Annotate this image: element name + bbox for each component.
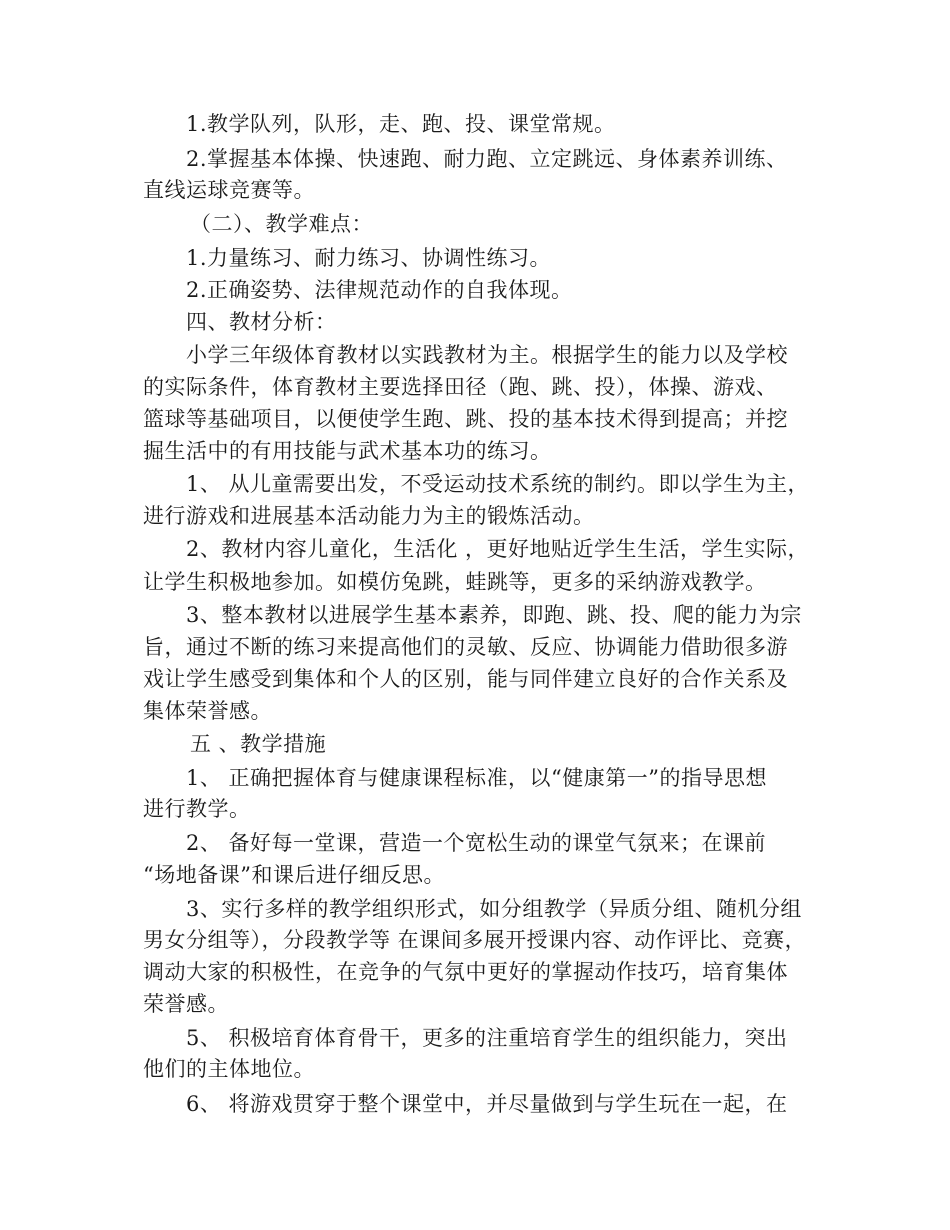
text-line: 掘生活中的有用技能与武术基本功的练习。 [143, 439, 552, 463]
section-heading: 四、教材分析： [186, 310, 337, 334]
text-line: 进行游戏和进展基本活动能力为主的锻炼活动。 [143, 504, 595, 528]
text-line: 他们的主体地位。 [143, 1057, 315, 1081]
text-line: “场地备课”和课后进仔细反思。 [143, 863, 445, 887]
text-line: 1、 正确把握体育与健康课程标准，以“健康第一”的指导思想 [186, 766, 768, 790]
text-line: 3、实行多样的教学组织形式，如分组教学（异质分组、随机分组 [186, 897, 802, 921]
text-line: 3、整本教材以进展学生基本素养，即跑、跳、投、爬的能力为宗 [186, 603, 802, 627]
text-line: 1.教学队列，队形，走、跑、投、课堂常规。 [186, 112, 616, 136]
text-line: 的实际条件，体育教材主要选择田径（跑、跳、投），体操、游戏、 [143, 375, 778, 399]
text-line: 2、教材内容儿童化，生活化 ，更好地贴近学生生活，学生实际， [186, 537, 810, 561]
text-line: 1、 从儿童需要出发，不受运动技术系统的制约。即以学生为主， [186, 472, 810, 496]
text-line: 2、 备好每一堂课，营造一个宽松生动的课堂气氛来；在课前 [186, 831, 767, 855]
section-heading: （二）、教学难点： [190, 212, 373, 236]
text-line: 2.掌握基本体操、快速跑、耐力跑、立定跳远、身体素养训练、 [186, 147, 788, 171]
text-line: 小学三年级体育教材以实践教材为主。根据学生的能力以及学校 [186, 343, 788, 367]
text-line: 1.力量练习、耐力练习、协调性练习。 [186, 246, 552, 270]
text-line: 5、 积极培育体育骨干，更多的注重培育学生的组织能力，突出 [186, 1026, 788, 1050]
text-line: 2.正确姿势、法律规范动作的自我体现。 [186, 278, 573, 302]
text-line: 旨，通过不断的练习来提高他们的灵敏、反应、协调能力借助很多游 [143, 635, 788, 659]
text-line: 进行教学。 [143, 797, 251, 821]
text-line: 篮球等基础项目，以便使学生跑、跳、投的基本技术得到提高；并挖 [143, 407, 788, 431]
text-line: 6、 将游戏贯穿于整个课堂中，并尽量做到与学生玩在一起，在 [186, 1092, 788, 1116]
text-line: 直线运球竞赛等。 [143, 178, 315, 202]
text-line: 调动大家的积极性，在竞争的气氛中更好的掌握动作技巧，培育集体 [143, 960, 788, 984]
text-line: 男女分组等），分段教学等 在课间多展开授课内容、动作评比、竞赛， [143, 928, 807, 952]
text-line: 让学生积极地参加。如模仿兔跳，蛙跳等，更多的采纳游戏教学。 [143, 570, 767, 594]
text-line: 戏让学生感受到集体和个人的区别，能与同伴建立良好的合作关系及 [143, 667, 788, 691]
text-line: 集体荣誉感。 [143, 699, 272, 723]
section-heading: 五 、教学措施 [190, 732, 327, 756]
text-line: 荣誉感。 [143, 992, 229, 1016]
